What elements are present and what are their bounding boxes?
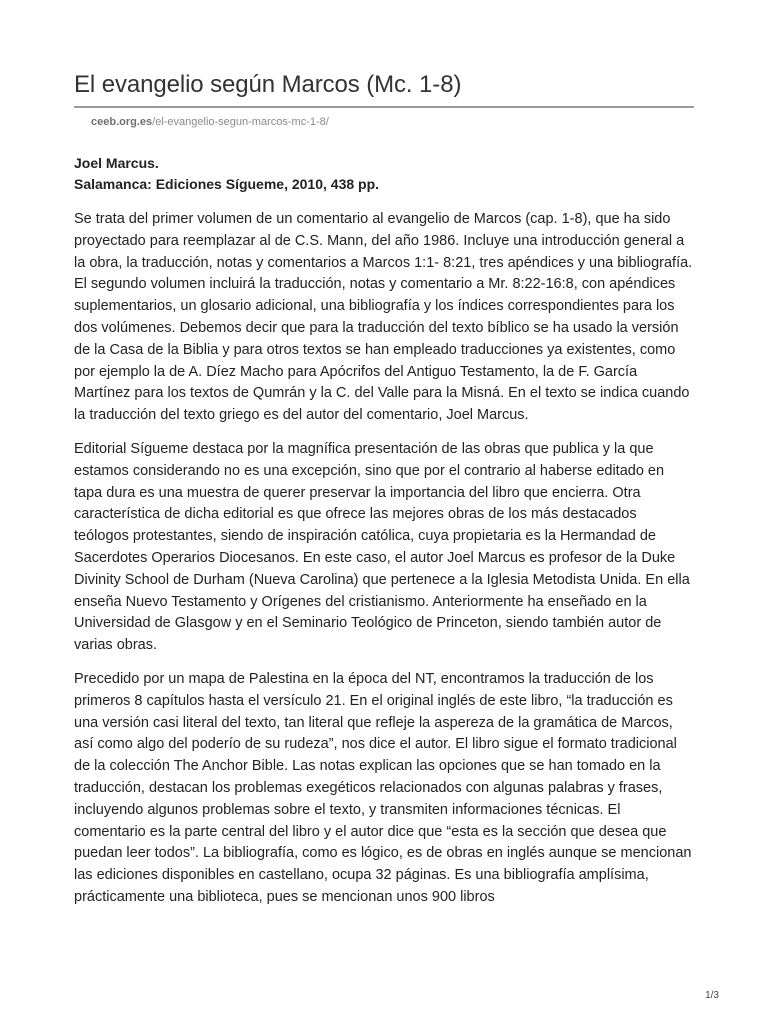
- byline: [74, 153, 694, 195]
- article-body: [74, 209, 694, 909]
- source-domain[interactable]: ceeb.org.es: [91, 116, 153, 128]
- paragraph-3: Precedido por un mapa de Palestina en la época del NT, encontramos la traducción de los primeros 8 capítulos hasta el versículo 21. En el original inglés de este libro, “la traducción es una versión casi literal del texto, tan literal que refleje la aspereza de la gramática de Marcos, así como algo del poderío de su rudeza”, nos dice el autor. El libro sigue el formato tradicional de la colección The Anchor Bible. Las notas explican las opciones que se han tomado en la traducción, destacan los problemas exegéticos relacionados con algunas palabras y frases, incluyendo algunos problemas sobre el texto, y transmiten informaciones técnicas. El comentario es la parte central del libro y el autor dice que “esta es la sección que desea que puedan leer todos”. La bibliografía, como es lógico, es de obras en inglés aunque se mencionan las ediciones disponibles en castellano, ocupa 32 páginas. Es una bibliografía amplísima, prácticamente una biblioteca, pues se mencionan unos 900 libros: [74, 670, 692, 905]
- paragraph-1: Se trata del primer volumen de un comentario al evangelio de Marcos (cap. 1-8), que ha sido proyectado para reemplazar al de C.S. Mann, del año 1986. Incluye una introducción general a la obra, la traducción, notas y comentarios a Marcos 1:1- 8:21, tres apéndices y una bibliografía. El segundo volumen incluirá la traducción, notas y comentario a Mr. 8:22-16:8, con apéndices suplementarios, un glosario adicional, una bibliografía y los índices correspondientes para los dos volúmenes. Debemos decir que para la traducción del texto bíblico se ha usado la versión de la Casa de la Biblia y para otros textos se han empleado traducciones ya existentes, como por ejemplo la de A. Díez Macho para Apócrifos del Antiguo Testamento, la de F. García Martínez para los textos de Qumrán y la C. del Valle para la Misná. En el texto se indica cuando la traducción del texto griego es del autor del comentario, Joel Marcus.: [74, 211, 693, 424]
- title-divider: [74, 106, 694, 108]
- author-name: Joel Marcus.: [74, 155, 159, 171]
- publication-info: Salamanca: Ediciones Sígueme, 2010, 438 pp.: [74, 176, 380, 192]
- article-title: El evangelio según Marcos (Mc. 1-8): [74, 71, 462, 98]
- page-number: 1/3: [705, 990, 719, 1001]
- document-page: [74, 0, 694, 909]
- source-url[interactable]: [74, 114, 694, 130]
- paragraph-2: Editorial Sígueme destaca por la magnífica presentación de las obras que publica y la que estamos considerando no es una excepción, sino que por el contrario al haberse editado en tapa dura es una muestra de querer preservar la importancia del libro que encierra. Otra característica de dicha editorial es que ofrece las mejores obras de los más destacados teólogos protestantes, siendo de inspiración católica, cuya propietaria es la Hermandad de Sacerdotes Operarios Diocesanos. En este caso, el autor Joel Marcus es profesor de la Duke Divinity School de Durham (Nueva Carolina) que pertenece a la Iglesia Metodista Unida. En ella enseña Nuevo Testamento y Orígenes del cristianismo. Anteriormente ha enseñado en la Universidad de Glasgow y en el Seminario Teológico de Princeton, siendo también autor de varias obras.: [74, 440, 690, 654]
- source-path[interactable]: /el-evangelio-segun-marcos-mc-1-8/: [152, 116, 329, 128]
